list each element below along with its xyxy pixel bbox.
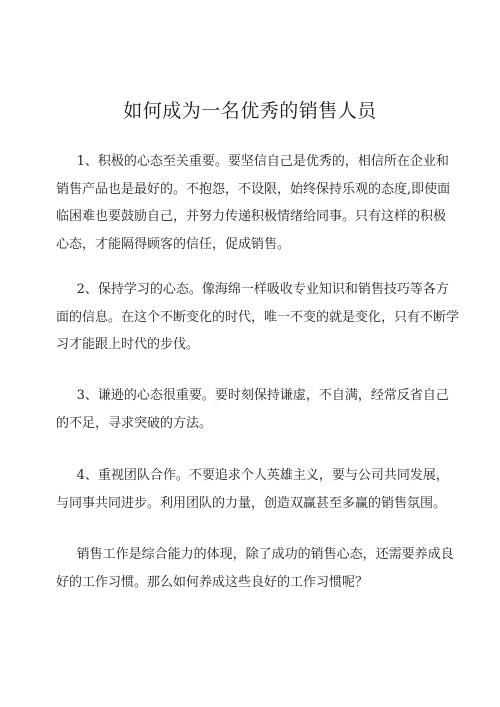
paragraph-line: 临困难也要鼓励自己，并努力传递积极情绪给同事。只有这样的积极	[56, 209, 447, 224]
paragraph-line: 4、重视团队合作。不要追求个人英雄主义，要与公司共同发展，	[56, 468, 449, 483]
paragraph-line: 面的信息。在这个不断变化的时代，唯一不变的就是变化，只有不断学	[56, 309, 460, 325]
paragraph-humble-attitude	[56, 382, 448, 437]
paragraph-line: 销售产品也是最好的。不抱怨，不设限，始终保持乐观的态度,即使面	[56, 181, 451, 197]
paragraph-line: 的不足，寻求突破的方法。	[56, 415, 213, 431]
paragraph-line: 1、积极的心态至关重要。要坚信自己是优秀的，相信所在企业和	[56, 154, 449, 169]
paragraph-positive-attitude	[56, 148, 451, 258]
paragraph-conclusion	[56, 541, 454, 596]
paragraph-teamwork	[56, 462, 448, 517]
paragraph-line: 好的工作习惯。那么如何养成这些良好的工作习惯呢？	[56, 574, 369, 590]
paragraph-line: 2、保持学习的心态。像海绵一样吸收专业知识和销售技巧等各方	[56, 282, 449, 297]
paragraph-line: 3、谦逊的心态很重要。要时刻保持谦虚，不自满，经常反省自己	[56, 388, 449, 403]
document-title: 如何成为一名优秀的销售人员	[123, 100, 377, 122]
paragraph-line: 心态，才能隔得顾客的信任，促成销售。	[56, 236, 291, 252]
paragraph-line: 习才能跟上时代的步伐。	[56, 337, 200, 352]
paragraph-learning-attitude	[56, 276, 460, 359]
paragraph-line: 与同事共同进步。利用团队的力量，创造双赢甚至多赢的销售氛围。	[56, 495, 447, 511]
paragraph-line: 销售工作是综合能力的体现，除了成功的销售心态，还需要养成良	[56, 547, 454, 562]
